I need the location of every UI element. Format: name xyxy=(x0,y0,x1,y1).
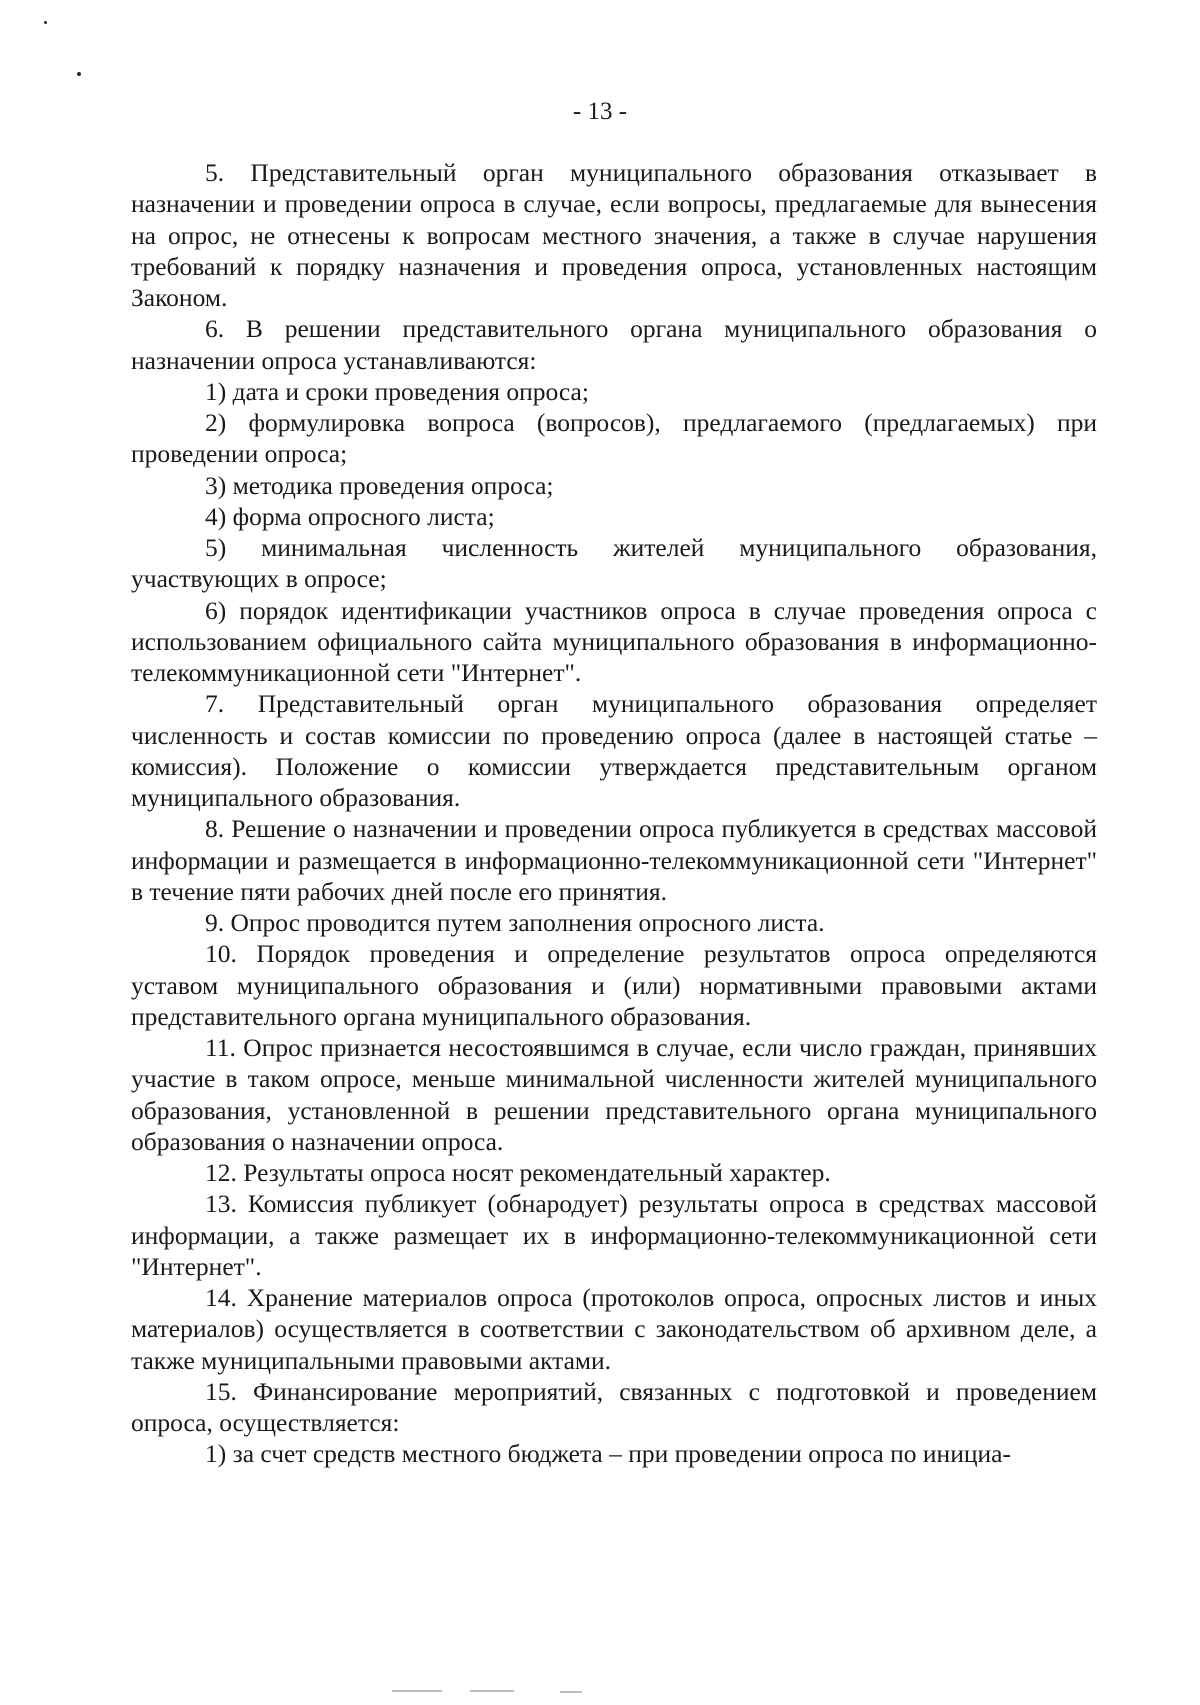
paragraph-9-procedure: 9. Опрос проводится путем заполнения опросного листа. xyxy=(205,908,825,937)
paragraph-14-storage: 14. Хранение материалов опроса (протоколов опроса, опросных листов и иных материалов) осуществляется в соответствии с законодательством об архивном деле, а также муниципальными правовыми актами. xyxy=(131,1283,1097,1375)
list-item-wording: 2) формулировка вопроса (вопросов), предлагаемого (предлагаемых) при проведении опроса; xyxy=(131,408,1097,469)
list-item-form: 4) форма опросного листа; xyxy=(205,501,495,531)
paragraph-7-commission: 7. Представительный орган муниципального образования определяет численность и состав комиссии по проведению опроса (далее в настоящей статье – комиссия). Положение о комиссии утверждается представительным органом муниципального образования. xyxy=(131,689,1097,812)
paragraph-5-refusal: 5. Представительный орган муниципального образования отказывает в назначении и проведении опроса в случае, если вопросы, предлагаемые для вынесения на опрос, не отнесены к вопросам местного значения, а также в случае нарушения требований к порядку назначения и проведения опроса, установленных настоящим Законом. xyxy=(131,158,1097,312)
scan-speck xyxy=(44,21,47,24)
paragraph-8-publication: 8. Решение о назначении и проведении опроса публикуется в средствах массовой информации и размещается в информационно-телекоммуникационной сети "Интернет" в течение пяти рабочих дней после его принятия. xyxy=(131,814,1097,906)
scan-artifact xyxy=(560,1691,582,1693)
paragraph-10-results-order: 10. Порядок проведения и определение результатов опроса определяются уставом муниципального образования и (или) нормативными правовыми актами представительного органа муниципального образования. xyxy=(131,939,1097,1031)
page-number: - 13 - xyxy=(572,98,628,125)
document-body xyxy=(131,157,1097,1470)
scan-speck xyxy=(77,72,81,76)
list-item-local-budget: 1) за счет средств местного бюджета – при проведении опроса по инициа- xyxy=(205,1439,1011,1469)
paragraph-12-advisory: 12. Результаты опроса носят рекомендательный характер. xyxy=(205,1158,831,1187)
scan-artifact xyxy=(392,1690,442,1692)
paragraph-11-invalid: 11. Опрос признается несостоявшимся в случае, если число граждан, принявших участие в таком опросе, меньше минимальной численности жителей муниципального образования, установленной в решении представительного органа муниципального образования о назначении опроса. xyxy=(131,1033,1097,1156)
paragraph-15-funding: 15. Финансирование мероприятий, связанных с подготовкой и проведением опроса, осуществляется: xyxy=(131,1376,1097,1437)
list-item-min-number: 5) минимальная численность жителей муниципального образования, участвующих в опросе; xyxy=(131,533,1097,594)
scan-artifact xyxy=(470,1690,514,1692)
paragraph-6-decision: 6. В решении представительного органа муниципального образования о назначении опроса устанавливаются: xyxy=(131,314,1097,375)
list-item-identification: 6) порядок идентификации участников опроса в случае проведения опроса с использованием официального сайта муниципального образования в информационно-телекоммуникационной сети "Интернет". xyxy=(131,595,1097,687)
paragraph-13-publish-results: 13. Комиссия публикует (обнародует) результаты опроса в средствах массовой информации, а также размещает их в информационно-телекоммуникационной сети "Интернет". xyxy=(131,1189,1097,1281)
list-item-method: 3) методика проведения опроса; xyxy=(205,470,554,500)
list-item-date: 1) дата и сроки проведения опроса; xyxy=(205,376,589,406)
